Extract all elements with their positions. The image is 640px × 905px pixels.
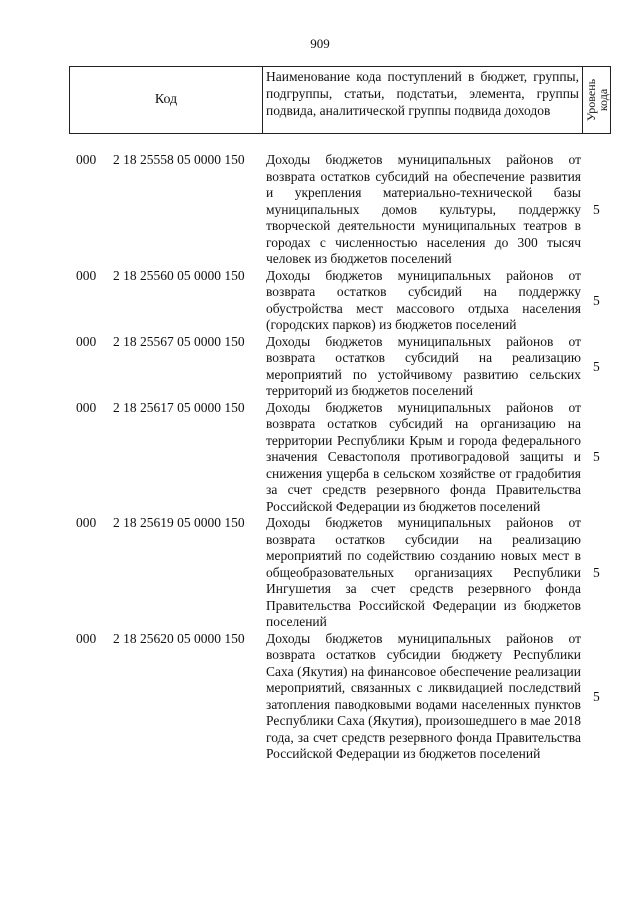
- table-header: [69, 66, 611, 134]
- row-prefix: 000: [76, 267, 97, 283]
- header-level-label: Уровень кода: [583, 78, 610, 122]
- row-code: 2 18 25558 05 0000 150: [113, 152, 245, 167]
- row-level: 5: [593, 564, 600, 580]
- page-number: 909: [310, 36, 330, 51]
- header-code-label: Код: [70, 67, 263, 133]
- row-prefix: 000: [76, 630, 97, 646]
- header-name-label: Наименование кода поступлений в бюджет, группы, подгруппы, статьи, подстатьи, элемента, группы подвида, аналитической группы подвида доходов: [263, 67, 583, 133]
- table-row: [0, 631, 640, 763]
- header-level-cell: [583, 67, 610, 133]
- row-code: 2 18 25617 05 0000 150: [113, 399, 245, 415]
- row-code: 2 18 25620 05 0000 150: [113, 630, 245, 646]
- row-name: Доходы бюджетов муниципальных районов от возврата остатков субсидий на организацию на территории Республики Крым и города федерального значения Севастополя противоградовой защиты и снижения ущерба в сельском хозяйстве от градобития за счет средств резервного фонда Правительства Российской Федерации из бюджетов поселений: [266, 399, 581, 514]
- table-row: [0, 334, 640, 400]
- row-prefix: 000: [76, 399, 97, 415]
- row-code: 2 18 25567 05 0000 150: [113, 333, 245, 349]
- row-level: 5: [593, 292, 600, 308]
- table-row: [0, 515, 640, 631]
- table-row: [0, 268, 640, 334]
- row-code: 2 18 25560 05 0000 150: [113, 267, 245, 283]
- row-level: 5: [593, 688, 600, 704]
- row-name: Доходы бюджетов муниципальных районов от возврата остатков субсидии на реализацию мероприятий по содействию созданию новых мест в общеобразовательных организациях Республики Ингушетия за счет средств резервного фонда Правительства Российской Федерации из бюджетов поселений: [266, 515, 581, 629]
- row-level: 5: [593, 449, 600, 464]
- row-prefix: 000: [76, 515, 97, 530]
- row-name: Доходы бюджетов муниципальных районов от возврата остатков субсидий на обеспечение развития и укрепления материально-технической базы муниципальных домов культуры, поддержку творческой деятельности муниципальных театров в городах с численностью населения до 300 тысяч человек из бюджетов поселений: [266, 152, 581, 266]
- row-prefix: 000: [76, 333, 97, 349]
- table-row: [0, 400, 640, 516]
- row-prefix: 000: [76, 152, 97, 167]
- row-code: 2 18 25619 05 0000 150: [113, 515, 245, 530]
- row-level: 5: [593, 201, 600, 217]
- row-level: 5: [593, 358, 600, 374]
- row-name: Доходы бюджетов муниципальных районов от возврата остатков субсидий на поддержку обустройства мест массового отдыха населения (городских парков) из бюджетов поселений: [266, 267, 581, 332]
- row-name: Доходы бюджетов муниципальных районов от возврата остатков субсидии бюджету Республики Саха (Якутия) на финансовое обеспечение реализации мероприятий, связанных с ликвидацией последствий затопления паводковыми водами населенных пунктов Республики Саха (Якутия), произошедшего в мае 2018 года, за счет средств резервного фонда Правительства Российской Федерации из бюджетов поселений: [266, 630, 581, 761]
- row-name: Доходы бюджетов муниципальных районов от возврата остатков субсидий на реализацию мероприятий по устойчивому развитию сельских территорий из бюджетов поселений: [266, 333, 581, 398]
- table-row: [0, 152, 640, 268]
- table-body: [0, 152, 640, 763]
